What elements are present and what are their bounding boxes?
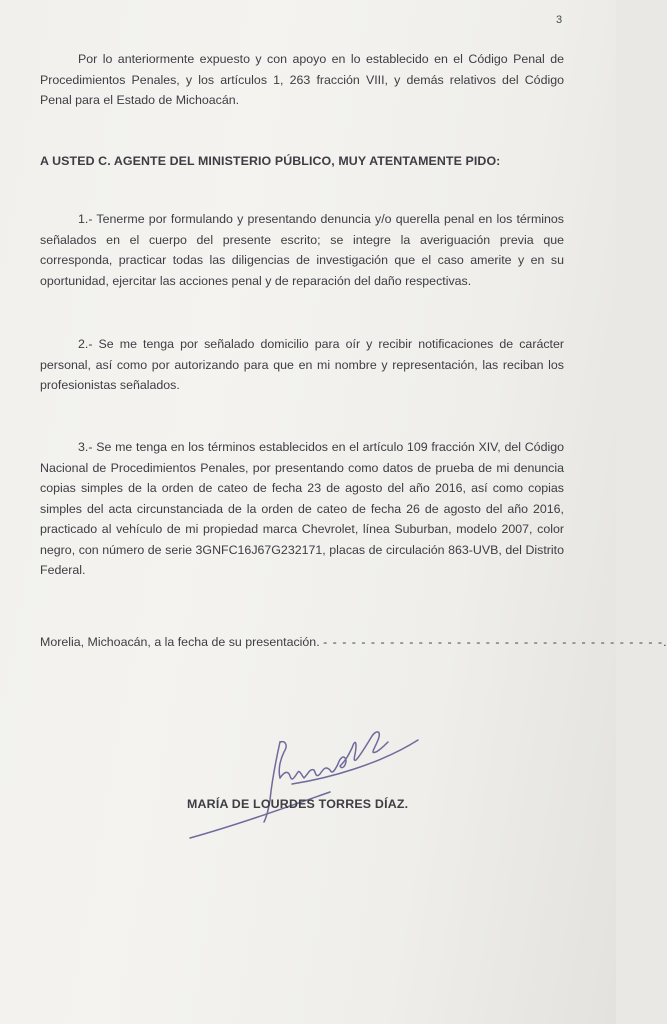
closing-line: [40, 632, 667, 652]
closing-text: Morelia, Michoacán, a la fecha de su presentación.: [40, 635, 320, 649]
page-number: 3: [556, 14, 563, 26]
intro-paragraph: Por lo anteriormente expuesto y con apoyo en lo establecido en el Código Penal de Procedimientos Penales, y los artículos 1, 263 fracción VIII, y demás relativos del Código Penal para el Estado de Michoacán.: [40, 52, 564, 107]
signature-stroke-body: [280, 732, 388, 779]
point-3-paragraph: 3.- Se me tenga en los términos establecidos en el artículo 109 fracción XIV, del Código Nacional de Procedimientos Penales, por presentando como datos de prueba de mi denuncia copias simples de la orden de cateo de fecha 23 de agosto del año 2016, así como copias simples del acta circunstanciada de la orden de cateo de fecha 26 de agosto del año 2016, practicado al vehículo de mi propiedad marca Chevrolet, línea Suburban, modelo 2007, color negro, con número de serie 3GNFC16J67G232171, placas de circulación 863-UVB, del Distrito Federal.: [40, 440, 564, 577]
closing-dashes: - - - - - - - - - - - - - - - - - - - - - - - - - - - - - - - - - - - -: [323, 635, 664, 649]
signature-stroke-underline: [292, 740, 418, 784]
request-heading: A USTED C. AGENTE DEL MINISTERIO PÚBLICO, MUY ATENTAMENTE PIDO:: [40, 154, 501, 168]
handwritten-signature: [180, 700, 430, 850]
closing-end-mark: .: [663, 635, 667, 649]
point-1-paragraph: 1.- Tenerme por formulando y presentando denuncia y/o querella penal en los términos señalados en el cuerpo del presente escrito; se integre la averiguación previa que corresponda, practicar todas las diligencias de investigación que el caso amerite y en su oportunidad, ejercitar las acciones penal y de reparación del daño respectivas.: [40, 212, 564, 288]
point-2-paragraph: 2.- Se me tenga por señalado domicilio para oír y recibir notificaciones de carácter personal, así como por autorizando para que en mi nombre y representación, las reciban los profesionistas señalados.: [40, 337, 564, 392]
signer-name: MARÍA DE LOURDES TORRES DÍAZ.: [187, 797, 409, 811]
